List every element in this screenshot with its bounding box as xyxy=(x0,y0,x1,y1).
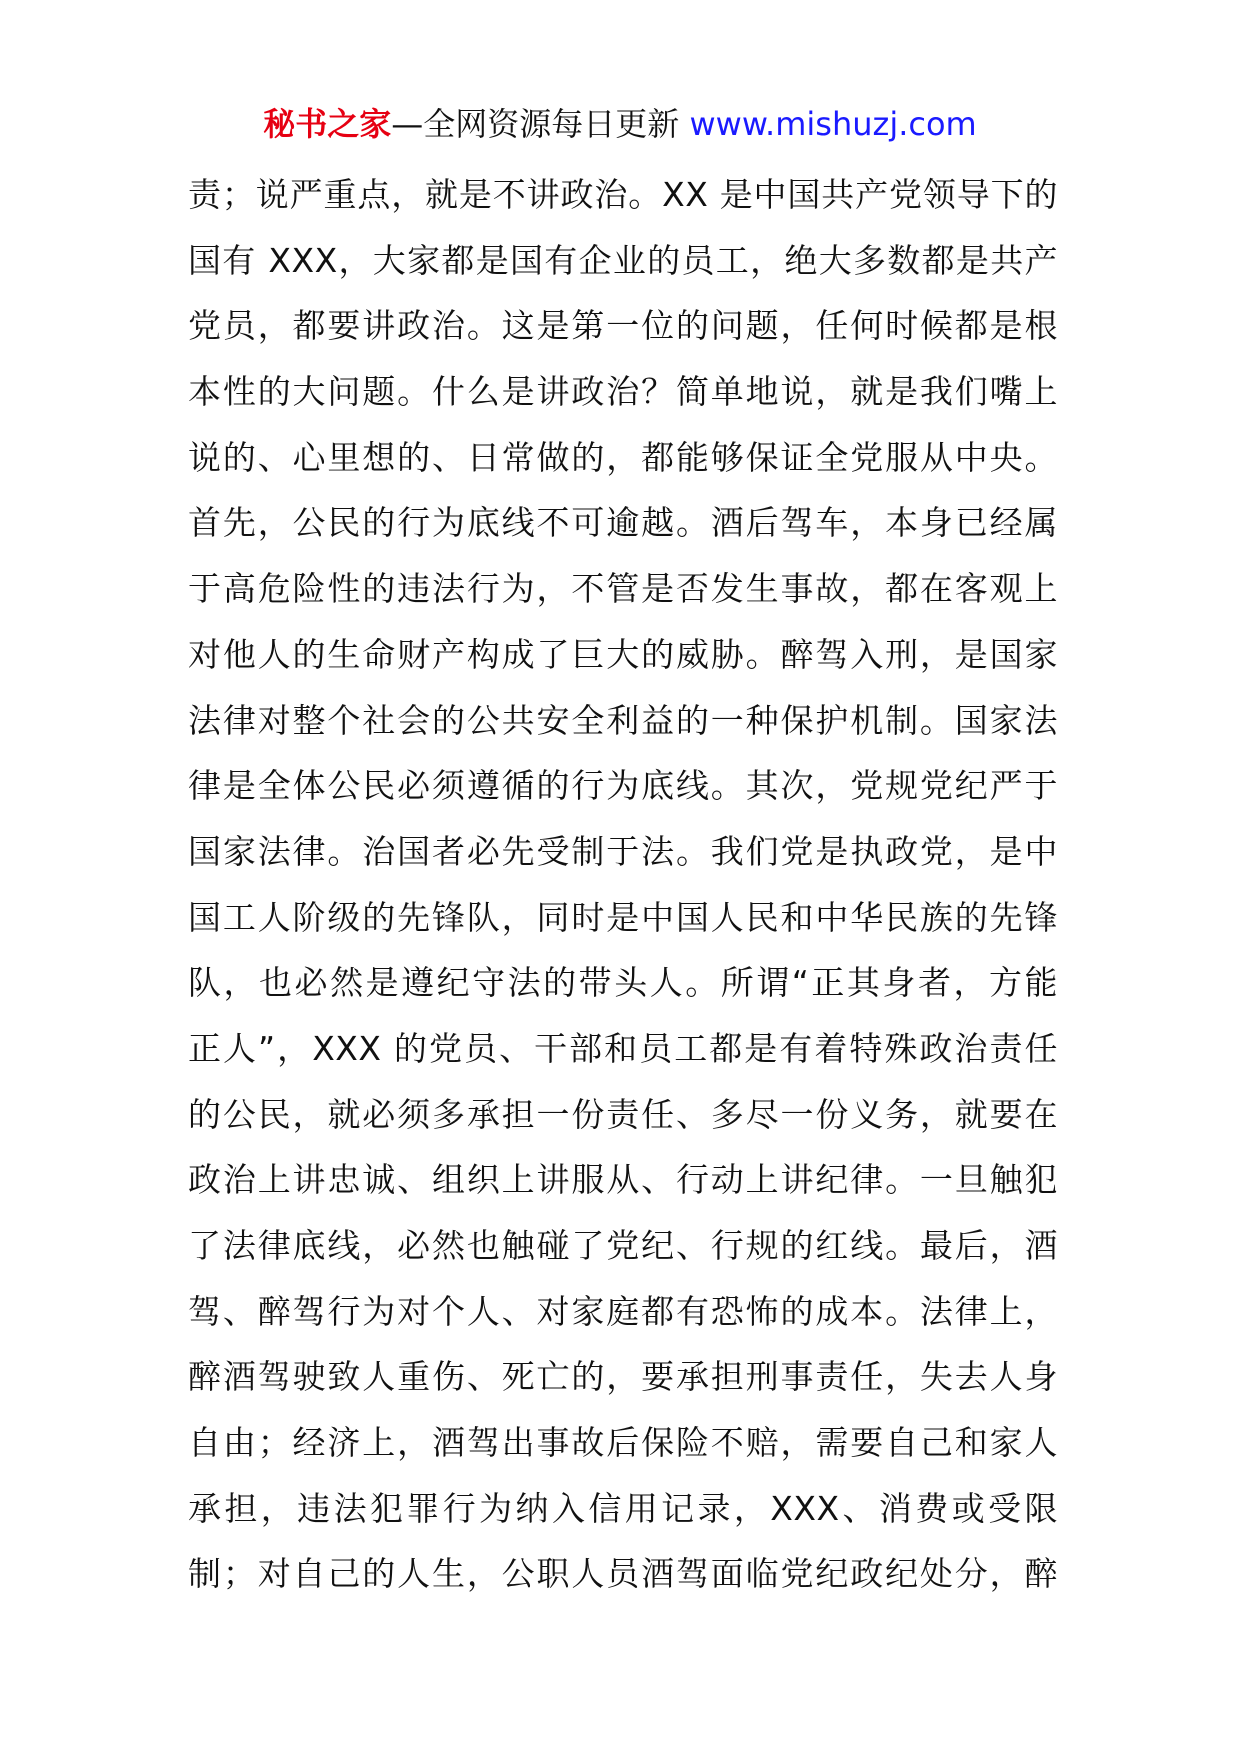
site-url-link[interactable]: www.mishuzj.com xyxy=(689,105,977,143)
page-header xyxy=(0,100,1240,148)
text-line: 队，也必然是遵纪守法的带头人。所谓“正其身者，方能 xyxy=(188,963,1058,1003)
text-line: 本性的大问题。什么是讲政治？简单地说，就是我们嘴上 xyxy=(188,372,1058,412)
text-line: 制；对自己的人生，公职人员酒驾面临党纪政纪处分，醉 xyxy=(188,1554,1058,1594)
text-line: 承担，违法犯罪行为纳入信用记录，XXX、消费或受限 xyxy=(188,1488,1058,1528)
text-line: 对他人的生命财产构成了巨大的威胁。醉驾入刑，是国家 xyxy=(188,634,1058,674)
text-line: 于高危险性的违法行为，不管是否发生事故，都在客观上 xyxy=(188,569,1058,609)
text-line: 国工人阶级的先锋队，同时是中国人民和中华民族的先锋 xyxy=(188,897,1058,937)
site-tagline: —全网资源每日更新 xyxy=(391,105,690,143)
text-line: 国有 XXX，大家都是国有企业的员工，绝大多数都是共产 xyxy=(188,240,1058,280)
text-line: 的公民，就必须多承担一份责任、多尽一份义务，就要在 xyxy=(188,1094,1058,1134)
text-line: 责；说严重点，就是不讲政治。XX 是中国共产党领导下的 xyxy=(188,175,1058,214)
text-line: 醉酒驾驶致人重伤、死亡的，要承担刑事责任，失去人身 xyxy=(188,1357,1058,1397)
text-line: 首先，公民的行为底线不可逾越。酒后驾车，本身已经属 xyxy=(188,503,1058,543)
document-body xyxy=(188,162,1058,1607)
text-line: 律是全体公民必须遵循的行为底线。其次，党规党纪严于 xyxy=(188,766,1058,806)
text-line: 党员，都要讲政治。这是第一位的问题，任何时候都是根 xyxy=(188,306,1058,346)
site-brand: 秘书之家 xyxy=(263,105,392,143)
text-line: 国家法律。治国者必先受制于法。我们党是执政党，是中 xyxy=(188,831,1058,871)
text-line: 驾、醉驾行为对个人、对家庭都有恐怖的成本。法律上， xyxy=(188,1291,1058,1331)
text-line: 自由；经济上，酒驾出事故后保险不赔，需要自己和家人 xyxy=(188,1423,1058,1463)
text-line: 法律对整个社会的公共安全利益的一种保护机制。国家法 xyxy=(188,700,1058,740)
text-line: 说的、心里想的、日常做的，都能够保证全党服从中央。 xyxy=(188,437,1058,477)
text-line: 了法律底线，必然也触碰了党纪、行规的红线。最后，酒 xyxy=(188,1226,1058,1265)
text-line: 政治上讲忠诚、组织上讲服从、行动上讲纪律。一旦触犯 xyxy=(188,1160,1058,1200)
text-line: 正人”，XXX 的党员、干部和员工都是有着特殊政治责任 xyxy=(188,1028,1058,1068)
